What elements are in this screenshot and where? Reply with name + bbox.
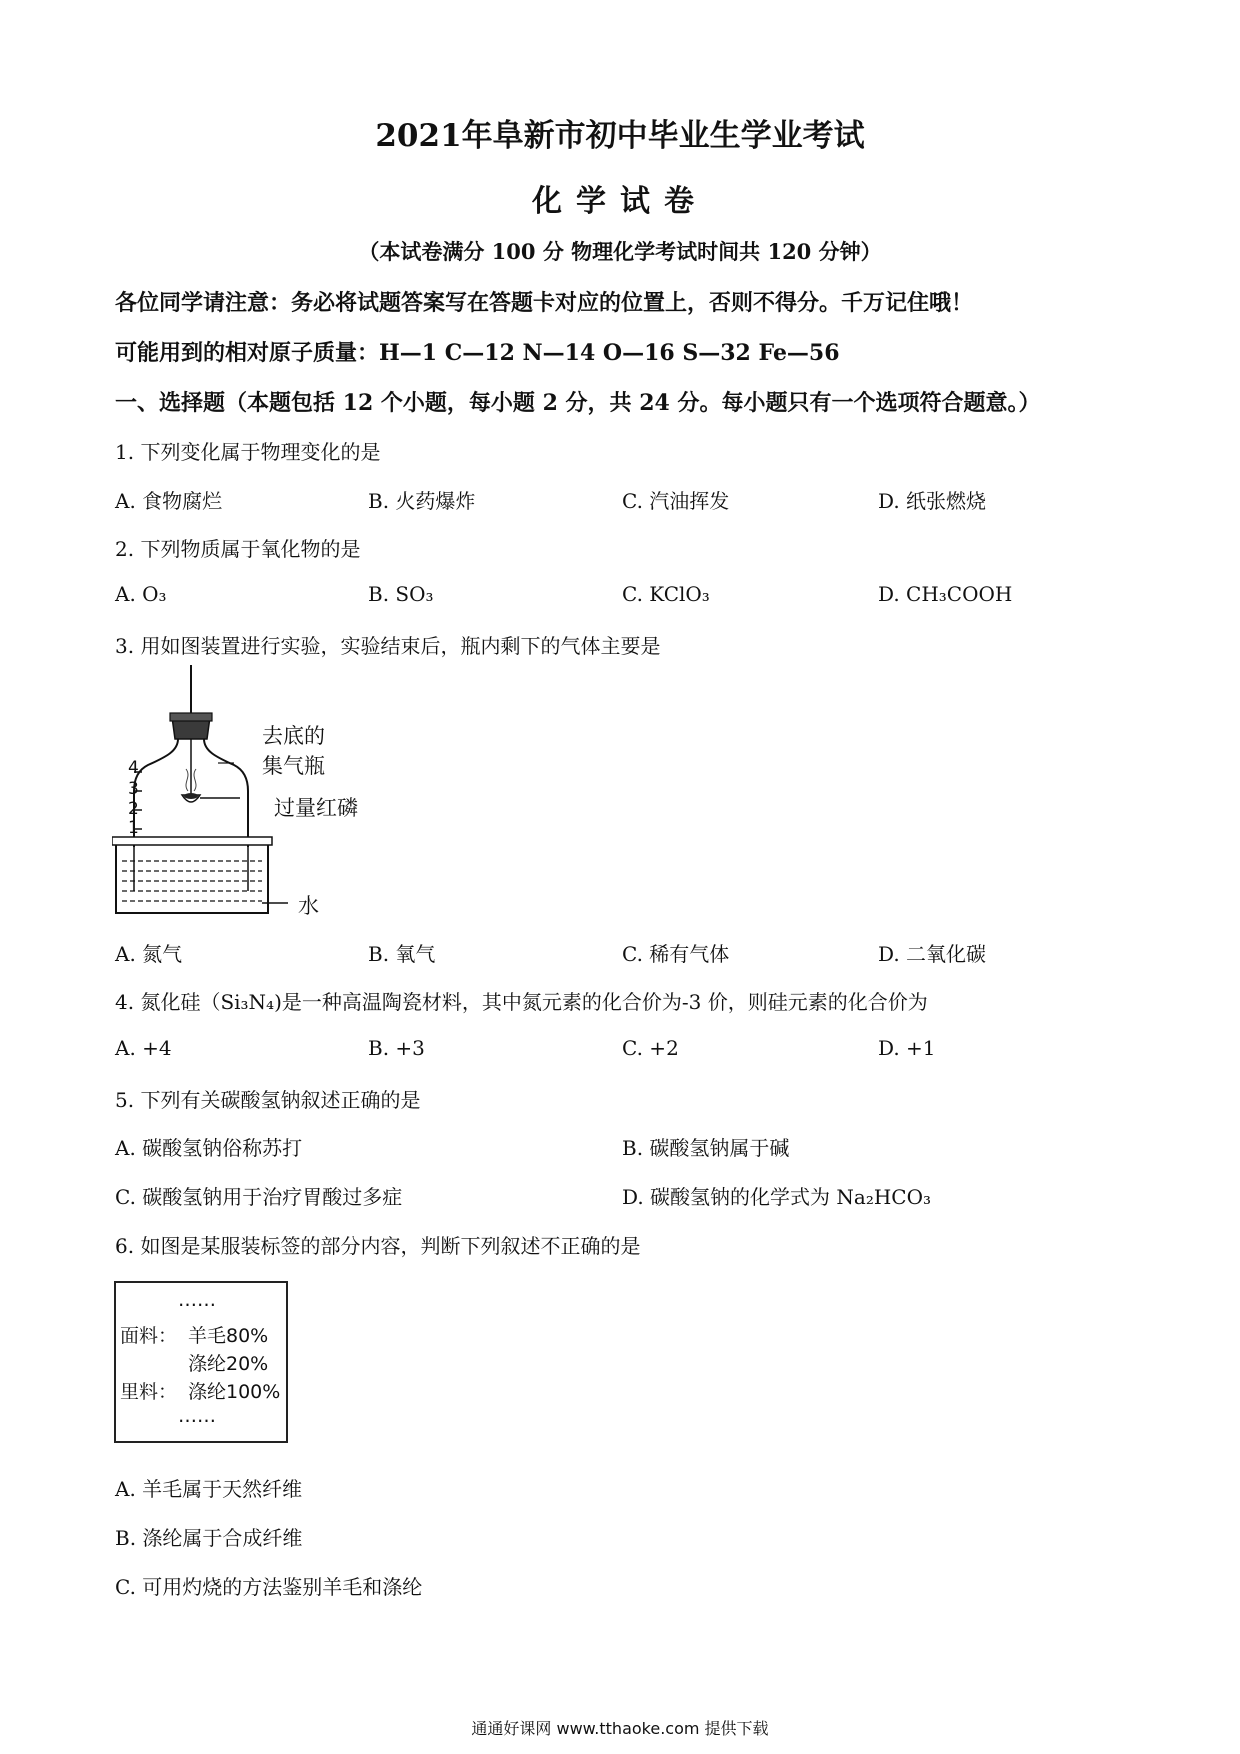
q3-option-d: D. 二氧化碳 — [878, 942, 987, 966]
exam-notice: 各位同学请注意：务必将试题答案写在答题卡对应的位置上，否则不得分。千万记住哦！ — [115, 290, 974, 316]
exam-title: 2021年阜新市初中毕业生学业考试 — [375, 118, 865, 154]
q4-option-b: B. +3 — [368, 1036, 425, 1060]
q5-option-a: A. 碳酸氢钠俗称苏打 — [115, 1136, 303, 1160]
q2-option-d: D. CH₃COOH — [878, 582, 1013, 606]
water-label: 水 — [298, 894, 319, 918]
tag-lining-label: 里料： — [120, 1381, 178, 1403]
tag-lining-polyester: 涤纶100% — [188, 1381, 281, 1403]
tag-fabric-polyester: 涤纶20% — [188, 1353, 269, 1375]
atomic-masses: 可能用到的相对原子质量：H—1 C—12 N—14 O—16 S—32 Fe—56 — [115, 340, 840, 366]
q3-option-a: A. 氮气 — [115, 942, 183, 966]
q3-option-c: C. 稀有气体 — [622, 942, 730, 966]
q3-option-b: B. 氧气 — [368, 942, 436, 966]
q6-option-a: A. 羊毛属于天然纤维 — [115, 1477, 303, 1501]
question-2-stem: 2. 下列物质属于氧化物的是 — [115, 537, 361, 561]
scale-label-2: 2 — [128, 799, 139, 819]
exam-note: （本试卷满分 100 分 物理化学考试时间共 120 分钟） — [358, 239, 882, 264]
section-heading: 一、选择题（本题包括 12 个小题，每小题 2 分，共 24 分。每小题只有一个选项符合题意。） — [115, 390, 1041, 416]
q2-option-c: C. KClO₃ — [622, 582, 710, 606]
tag-dots-top: …… — [178, 1289, 216, 1311]
bottle-right-wall — [204, 739, 248, 847]
scale-label-3: 3 — [128, 779, 139, 799]
exam-subtitle: 化学试卷 — [532, 184, 708, 219]
q4-option-a: A. +4 — [115, 1036, 172, 1060]
tag-fabric-wool: 羊毛80% — [188, 1325, 269, 1347]
question-4-stem: 4. 氮化硅（Si₃N₄)是一种高温陶瓷材料，其中氮元素的化合价为-3 价，则硅元素的化合价为 — [115, 990, 928, 1014]
trough-rim — [112, 837, 272, 845]
clothing-label-tag — [114, 1281, 288, 1443]
question-6-stem: 6. 如图是某服装标签的部分内容，判断下列叙述不正确的是 — [115, 1234, 641, 1258]
q5-option-c: C. 碳酸氢钠用于治疗胃酸过多症 — [115, 1185, 403, 1209]
q1-option-a: A. 食物腐烂 — [115, 489, 223, 513]
bottle-label-line2: 集气瓶 — [262, 754, 325, 778]
question-3-stem: 3. 用如图装置进行实验，实验结束后，瓶内剩下的气体主要是 — [115, 634, 661, 658]
tag-dots-bottom: …… — [178, 1405, 216, 1427]
q1-option-b: B. 火药爆炸 — [368, 489, 476, 513]
q4-option-c: C. +2 — [622, 1036, 679, 1060]
page-footer: 通通好课网 www.tthaoke.com 提供下载 — [471, 1719, 769, 1738]
question-5-stem: 5. 下列有关碳酸氢钠叙述正确的是 — [115, 1088, 421, 1112]
apparatus-figure — [112, 665, 412, 925]
scale-label-4: 4 — [128, 758, 139, 778]
q1-option-d: D. 纸张燃烧 — [878, 489, 987, 513]
q4-option-d: D. +1 — [878, 1036, 936, 1060]
bottle-label-line1: 去底的 — [262, 724, 325, 748]
water-surface — [122, 861, 262, 901]
phosphorus-label: 过量红磷 — [274, 796, 358, 820]
water-trough — [116, 845, 268, 913]
q1-option-c: C. 汽油挥发 — [622, 489, 730, 513]
q5-option-d: D. 碳酸氢钠的化学式为 Na₂HCO₃ — [622, 1185, 931, 1209]
tag-fabric-label: 面料： — [120, 1325, 178, 1347]
scale-label-1: 1 — [128, 818, 139, 838]
question-1-stem: 1. 下列变化属于物理变化的是 — [115, 440, 381, 464]
q5-option-b: B. 碳酸氢钠属于碱 — [622, 1136, 790, 1160]
q6-option-b: B. 涤纶属于合成纤维 — [115, 1526, 303, 1550]
q2-option-a: A. O₃ — [115, 582, 167, 606]
q2-option-b: B. SO₃ — [368, 582, 434, 606]
q6-option-c: C. 可用灼烧的方法鉴别羊毛和涤纶 — [115, 1575, 423, 1599]
bottle-left-wall — [134, 739, 178, 847]
